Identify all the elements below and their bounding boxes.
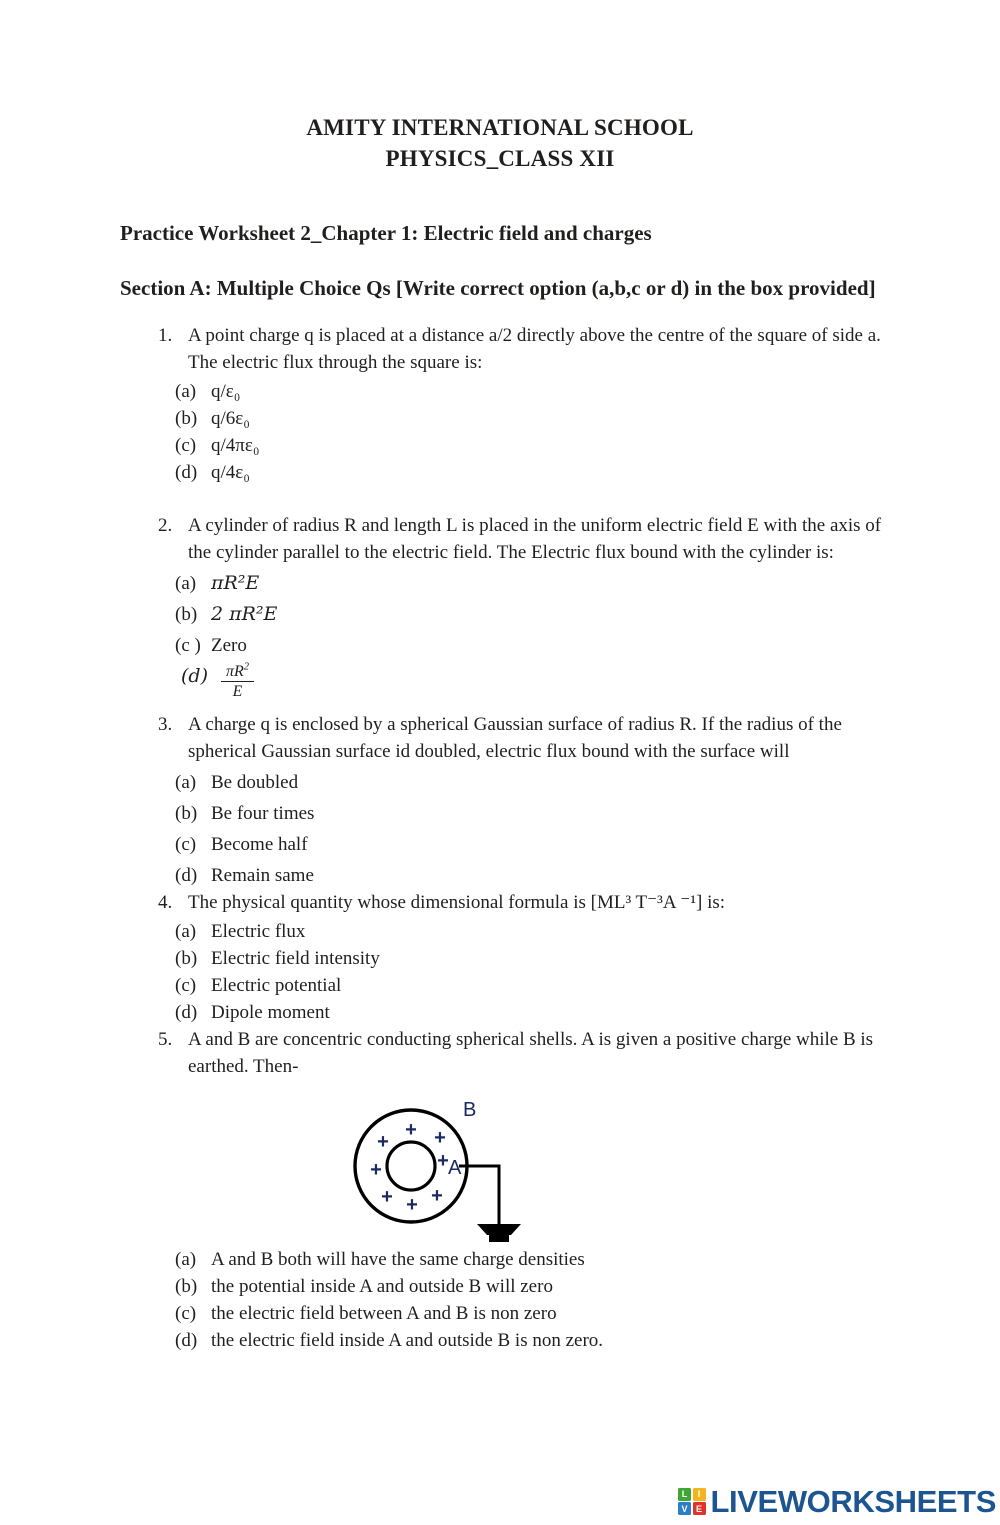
question-1-options [175, 378, 890, 486]
option-5a-text: A and B both will have the same charge densities [211, 1248, 585, 1270]
question-3-row [158, 711, 890, 765]
option-1c-label: (c) [175, 435, 197, 456]
question-4-row [158, 889, 890, 916]
question-5 [158, 1026, 890, 1354]
question-4-number: 4. [158, 891, 173, 913]
option-4a[interactable] [175, 918, 890, 945]
question-4 [158, 889, 890, 1026]
question-1 [158, 322, 890, 486]
question-5-text: A and B are concentric conducting spherical shells. A is given a positive charge while B is earthed. Then- [188, 1028, 874, 1077]
option-5a-label: (a) [175, 1248, 197, 1270]
option-4d-text: Dipole moment [211, 1001, 330, 1023]
option-3d[interactable] [175, 862, 890, 889]
option-4a-label: (a) [175, 920, 197, 942]
liveworksheets-logo[interactable] [678, 1486, 996, 1517]
option-3c-label: (c) [175, 833, 197, 855]
option-2d[interactable] [175, 663, 890, 701]
logo-blocks-icon [678, 1488, 706, 1516]
option-1b-label: (b) [175, 408, 198, 429]
option-1b[interactable] [175, 405, 890, 432]
option-2b-label: (b) [175, 604, 198, 625]
charge-plus: + [377, 1130, 389, 1153]
charge-plus: + [406, 1193, 418, 1216]
option-4c-label: (c) [175, 974, 197, 996]
class-name: PHYSICS_CLASS XII [385, 146, 615, 171]
question-1-text: A point charge q is placed at a distance a/2 directly above the centre of the square of side a. The electric flux through the square is: [188, 325, 881, 373]
option-3b-text: Be four times [211, 802, 315, 824]
option-5d-text: the electric field inside A and outside B is non zero. [211, 1329, 604, 1351]
option-4d[interactable] [175, 999, 890, 1026]
question-5-number: 5. [158, 1028, 173, 1050]
option-1a[interactable] [175, 378, 890, 405]
option-2a-label: (a) [175, 573, 197, 594]
charge-plus: + [434, 1126, 446, 1149]
question-3 [158, 711, 890, 889]
concentric-shells-figure [158, 1094, 890, 1244]
option-3d-label: (d) [175, 864, 198, 886]
option-5b[interactable] [175, 1273, 890, 1300]
document-header [0, 112, 1000, 174]
question-2-text: A cylinder of radius R and length L is placed in the uniform electric field E with the axis of the cylinder parallel to the electric field. The Electric flux bound with the cylinder is: [188, 515, 882, 563]
charge-marks [370, 1119, 449, 1216]
shells-diagram-svg [339, 1094, 539, 1244]
question-2 [158, 512, 890, 701]
option-4b-label: (b) [175, 947, 198, 969]
question-2-row [158, 512, 890, 566]
charge-plus: + [431, 1184, 443, 1207]
option-5d-label: (d) [175, 1329, 198, 1351]
option-4d-label: (d) [175, 1001, 198, 1023]
option-2d-denominator: E [232, 683, 243, 701]
option-2c[interactable] [175, 632, 890, 659]
questions-list [0, 322, 1000, 1354]
logo-block-i: I [693, 1488, 706, 1501]
option-2b-text: 2 πR²E [211, 603, 278, 625]
option-3a-label: (a) [175, 771, 197, 793]
option-5a[interactable] [175, 1246, 890, 1273]
school-name: AMITY INTERNATIONAL SCHOOL [306, 115, 694, 140]
question-5-row [158, 1026, 890, 1080]
question-2-options [175, 570, 890, 701]
option-2a[interactable] [175, 570, 890, 597]
worksheet-title: Practice Worksheet 2_Chapter 1: Electric field and charges [120, 221, 652, 245]
logo-wordmark: LIVEWORKSHEETS [710, 1484, 996, 1519]
option-5c-text: the electric field between A and B is non zero [211, 1302, 557, 1324]
option-1d-text: q/4ε₀ [211, 462, 250, 483]
option-2c-label: (c ) [175, 635, 201, 656]
option-3d-text: Remain same [211, 864, 314, 886]
question-4-options [175, 918, 890, 1026]
option-1d[interactable] [175, 459, 890, 486]
worksheet-page [0, 112, 1000, 1525]
option-5b-label: (b) [175, 1275, 198, 1297]
option-4b-text: Electric field intensity [211, 947, 380, 969]
option-1c-text: q/4πε₀ [211, 435, 260, 456]
option-4a-text: Electric flux [211, 920, 306, 942]
option-4c[interactable] [175, 972, 890, 999]
option-3b[interactable] [175, 800, 890, 827]
inner-shell-circle [387, 1142, 435, 1190]
charge-plus: + [437, 1149, 449, 1172]
option-3c[interactable] [175, 831, 890, 858]
option-3b-label: (b) [175, 802, 198, 824]
option-4b[interactable] [175, 945, 890, 972]
option-1a-label: (a) [175, 381, 197, 402]
question-3-text: A charge q is enclosed by a spherical Gaussian surface of radius R. If the radius of the spherical Gaussian surface id doubled, electric flux bound with the surface will [188, 713, 842, 762]
option-2d-fraction [221, 663, 254, 701]
question-2-number: 2. [158, 515, 173, 536]
charge-plus: + [381, 1185, 393, 1208]
option-2a-text: πR²E [211, 572, 260, 594]
option-2c-text: Zero [211, 635, 247, 656]
inner-shell-label: A [448, 1156, 462, 1179]
option-5d[interactable] [175, 1327, 890, 1354]
option-2d-label: (d) [181, 665, 208, 687]
option-5c-label: (c) [175, 1302, 197, 1324]
question-4-text: The physical quantity whose dimensional formula is [ML³ T⁻³A ⁻¹] is: [188, 891, 726, 913]
outer-shell-label: B [463, 1098, 477, 1121]
option-3a-text: Be doubled [211, 771, 299, 793]
option-4c-text: Electric potential [211, 974, 342, 996]
question-3-options [175, 769, 890, 889]
charge-plus: + [405, 1118, 417, 1141]
question-3-number: 3. [158, 713, 173, 735]
question-5-options [175, 1246, 890, 1354]
question-1-row [158, 322, 890, 376]
option-5b-text: the potential inside A and outside B will zero [211, 1275, 553, 1297]
charge-plus: + [370, 1158, 382, 1181]
option-1c[interactable] [175, 432, 890, 459]
ground-symbol-top [477, 1224, 521, 1235]
ground-symbol-base [489, 1235, 509, 1242]
option-1d-label: (d) [175, 462, 198, 483]
option-3a[interactable] [175, 769, 890, 796]
option-1a-text: q/ε₀ [211, 381, 241, 402]
option-3c-text: Become half [211, 833, 308, 855]
option-2b[interactable] [175, 601, 890, 628]
option-1b-text: q/6ε₀ [211, 408, 250, 429]
logo-block-e: E [693, 1502, 706, 1515]
question-1-number: 1. [158, 325, 173, 346]
option-2d-numerator: $\pi R^2$ [221, 663, 254, 682]
logo-block-v: V [678, 1502, 691, 1515]
logo-block-l: L [678, 1488, 691, 1501]
section-title: Section A: Multiple Choice Qs [Write correct option (a,b,c or d) in the box provided] [120, 276, 876, 300]
option-5c[interactable] [175, 1300, 890, 1327]
